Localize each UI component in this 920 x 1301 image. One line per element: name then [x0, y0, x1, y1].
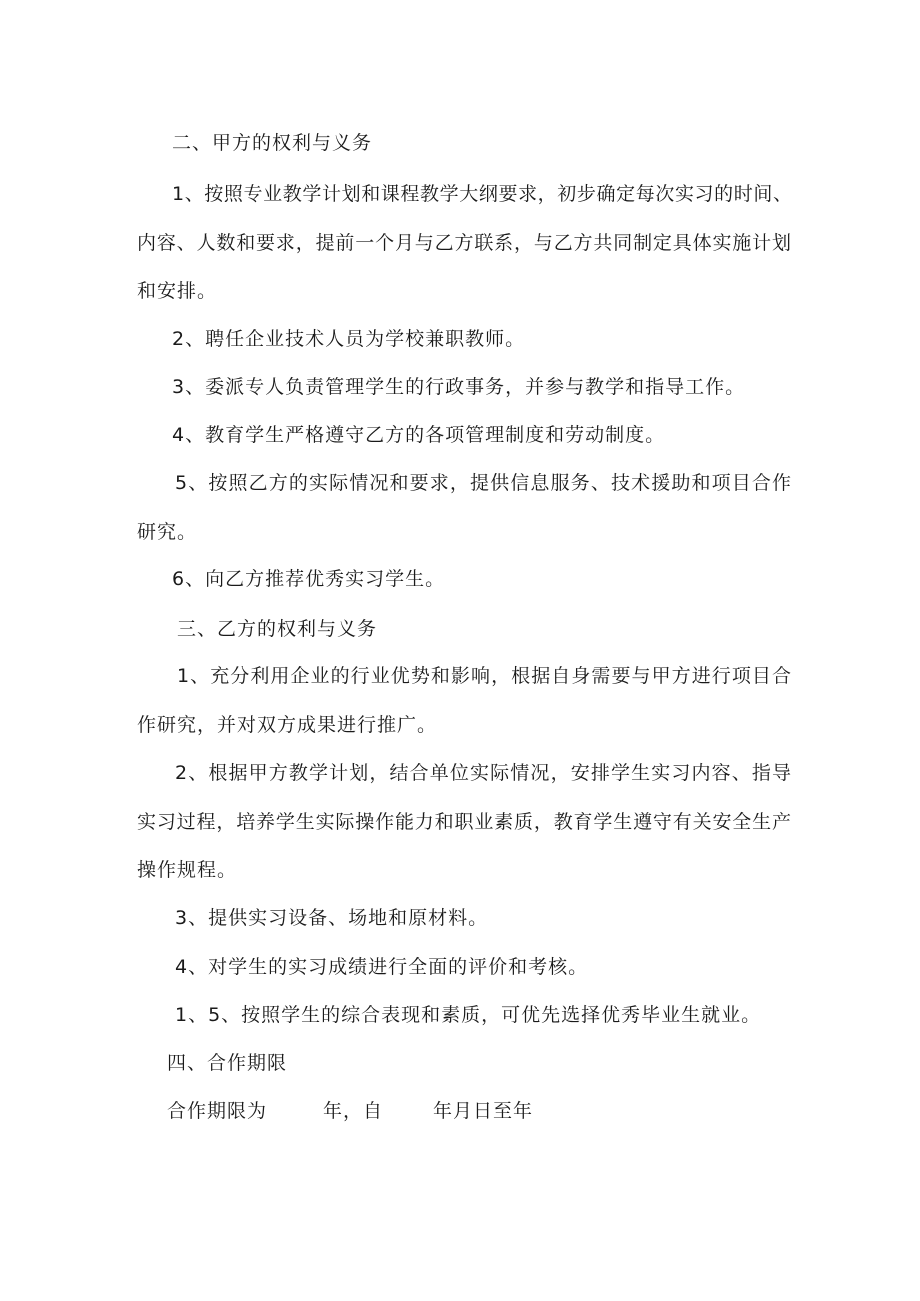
party-b-item-1-line-1: 1、充分利用企业的行业优势和影响，根据自身需要与甲方进行项目合 — [177, 665, 791, 687]
party-b-item-1-line-2: 作研究，并对双方成果进行推广。 — [137, 714, 438, 736]
term-years-text: 年，自 — [323, 1100, 384, 1122]
term-line — [167, 1099, 533, 1123]
party-b-item-3: 3、提供实习设备、场地和原材料。 — [175, 907, 489, 929]
section-heading-party-b: 三、乙方的权利与义务 — [177, 618, 378, 640]
party-a-item-4: 4、教育学生严格遵守乙方的各项管理制度和劳动制度。 — [172, 424, 666, 446]
term-date-text: 年月日至年 — [433, 1100, 534, 1122]
party-a-item-3: 3、委派专人负责管理学生的行政事务，并参与教学和指导工作。 — [172, 376, 746, 398]
party-b-item-5: 1、5、按照学生的综合表现和素质，可优先选择优秀毕业生就业。 — [175, 1004, 762, 1026]
party-b-item-2-line-2: 实习过程，培养学生实际操作能力和职业素质，教育学生遵守有关安全生产 — [137, 811, 791, 833]
party-a-item-1-line-2: 内容、人数和要求，提前一个月与乙方联系，与乙方共同制定具体实施计划 — [137, 232, 791, 254]
party-a-item-1-line-3: 和安排。 — [137, 280, 218, 302]
party-a-item-1-line-1: 1、按照专业教学计划和课程教学大纲要求，初步确定每次实习的时间、 — [172, 183, 792, 205]
section-heading-term: 四、合作期限 — [167, 1052, 288, 1074]
section-heading-party-a: 二、甲方的权利与义务 — [172, 132, 373, 154]
party-b-item-4: 4、对学生的实习成绩进行全面的评价和考核。 — [175, 956, 589, 978]
party-a-item-5-line-1: 5、按照乙方的实际情况和要求，提供信息服务、技术援助和项目合作 — [175, 472, 791, 494]
party-b-item-2-line-1: 2、根据甲方教学计划，结合单位实际情况，安排学生实习内容、指导 — [175, 762, 791, 784]
party-a-item-5-line-2: 研究。 — [137, 521, 198, 543]
party-a-item-2: 2、聘任企业技术人员为学校兼职教师。 — [172, 328, 526, 350]
term-label: 合作期限为 — [167, 1100, 268, 1122]
party-a-item-6: 6、向乙方推荐优秀实习学生。 — [172, 568, 446, 590]
party-b-item-2-line-3: 操作规程。 — [137, 859, 238, 881]
